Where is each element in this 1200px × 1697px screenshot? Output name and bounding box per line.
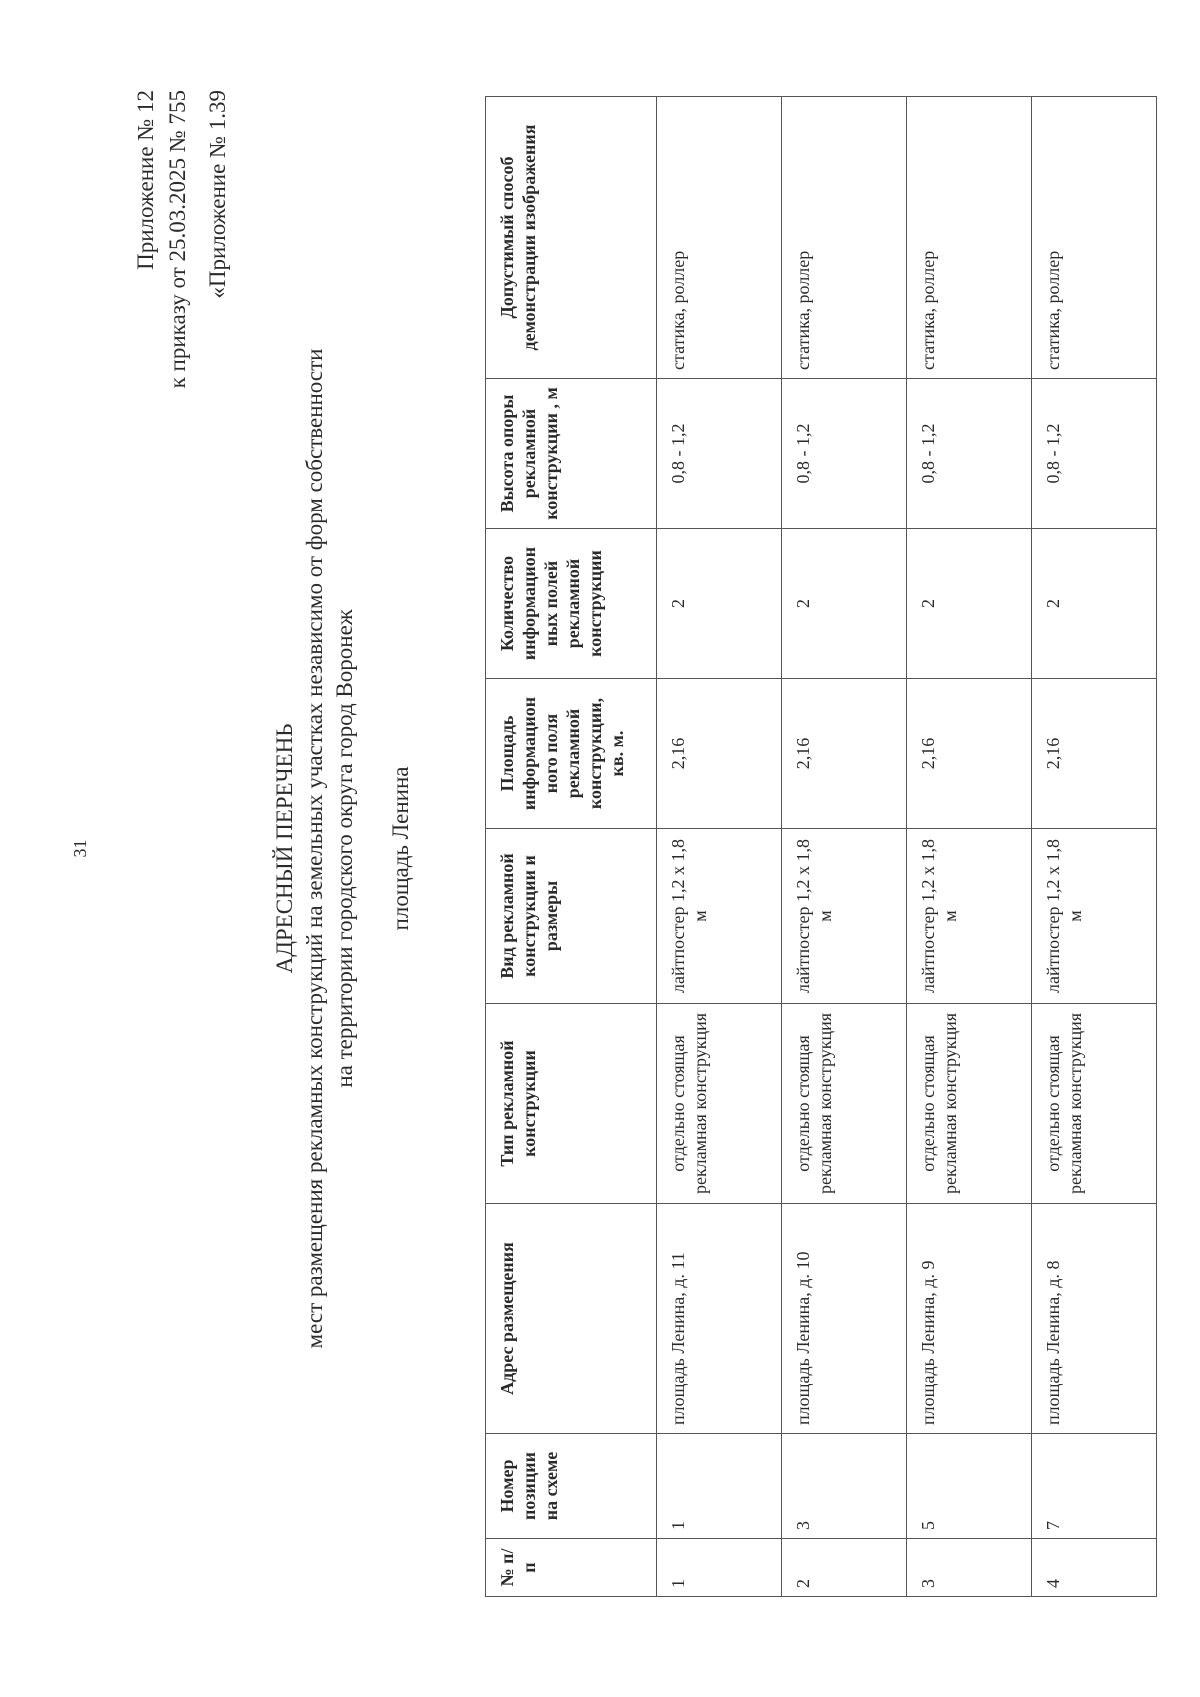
title-block (270, 0, 416, 1697)
cell-position: 5 (907, 1434, 1032, 1539)
cell-index: 1 (657, 1539, 782, 1597)
document-title: АДРЕСНЫЙ ПЕРЕЧЕНЬ (272, 723, 297, 974)
cell-height: 0,8 - 1,2 (907, 379, 1032, 529)
cell-index: 2 (782, 1539, 907, 1597)
cell-type: отдельно стоящая рекламная конструкция (907, 1004, 1032, 1204)
document-subtitle-2: на территории городского округа город Воронеж (332, 609, 357, 1088)
appendix-line-3: «Приложение № 1.39 (205, 90, 230, 299)
cell-address: площадь Ленина, д. 8 (1032, 1204, 1157, 1434)
header-cell: № п/п (486, 1539, 657, 1597)
cell-fields: 2 (657, 529, 782, 679)
cell-kind: лайтпостер 1,2 х 1,8 м (782, 829, 907, 1004)
header-cell: Адрес размещения (486, 1204, 657, 1434)
cell-display: статика, роллер (782, 97, 907, 379)
cell-area: 2,16 (1032, 679, 1157, 829)
appendix-line-2: к приказу от 25.03.2025 № 755 (165, 90, 190, 389)
cell-height: 0,8 - 1,2 (1032, 379, 1157, 529)
cell-display: статика, роллер (907, 97, 1032, 379)
header-cell: Допустимый способ демонстрации изображения (486, 97, 657, 379)
cell-position: 3 (782, 1434, 907, 1539)
page-number: 31 (70, 839, 90, 858)
cell-type: отдельно стоящая рекламная конструкция (1032, 1004, 1157, 1204)
cell-height: 0,8 - 1,2 (782, 379, 907, 529)
header-cell: Площадь информацион ного поля рекламной конструкции, кв. м. (486, 679, 657, 829)
table-header-row (486, 97, 657, 1597)
cell-fields: 2 (782, 529, 907, 679)
cell-type: отдельно стоящая рекламная конструкция (657, 1004, 782, 1204)
table-row (907, 97, 1032, 1597)
cell-type: отдельно стоящая рекламная конструкция (782, 1004, 907, 1204)
table-row (1032, 97, 1157, 1597)
cell-address: площадь Ленина, д. 11 (657, 1204, 782, 1434)
address-table (485, 96, 1157, 1597)
header-cell: Высота опоры рекламной конструкции , м (486, 379, 657, 529)
cell-kind: лайтпостер 1,2 х 1,8 м (1032, 829, 1157, 1004)
cell-height: 0,8 - 1,2 (657, 379, 782, 529)
table-row (657, 97, 782, 1597)
appendix-line-1: Приложение № 12 (133, 90, 158, 270)
header-cell: Тип рекламной конструкции (486, 1004, 657, 1204)
table-row (782, 97, 907, 1597)
header-cell: Номер позиции на схеме (486, 1434, 657, 1539)
cell-position: 1 (657, 1434, 782, 1539)
cell-area: 2,16 (782, 679, 907, 829)
location-heading: площадь Ленина (388, 766, 413, 931)
cell-fields: 2 (907, 529, 1032, 679)
cell-area: 2,16 (907, 679, 1032, 829)
cell-index: 3 (907, 1539, 1032, 1597)
document-subtitle-1: мест размещения рекламных конструкций на земельных участках независимо от форм собственности (302, 348, 327, 1349)
cell-display: статика, роллер (1032, 97, 1157, 379)
cell-fields: 2 (1032, 529, 1157, 679)
cell-kind: лайтпостер 1,2 х 1,8 м (907, 829, 1032, 1004)
cell-kind: лайтпостер 1,2 х 1,8 м (657, 829, 782, 1004)
cell-display: статика, роллер (657, 97, 782, 379)
header-cell: Вид рекламной конструкции и размеры (486, 829, 657, 1004)
cell-index: 4 (1032, 1539, 1157, 1597)
header-cell: Количество информацион ных полей рекламной конструкции (486, 529, 657, 679)
cell-area: 2,16 (657, 679, 782, 829)
cell-address: площадь Ленина, д. 9 (907, 1204, 1032, 1434)
cell-position: 7 (1032, 1434, 1157, 1539)
cell-address: площадь Ленина, д. 10 (782, 1204, 907, 1434)
appendix-block (130, 90, 234, 388)
